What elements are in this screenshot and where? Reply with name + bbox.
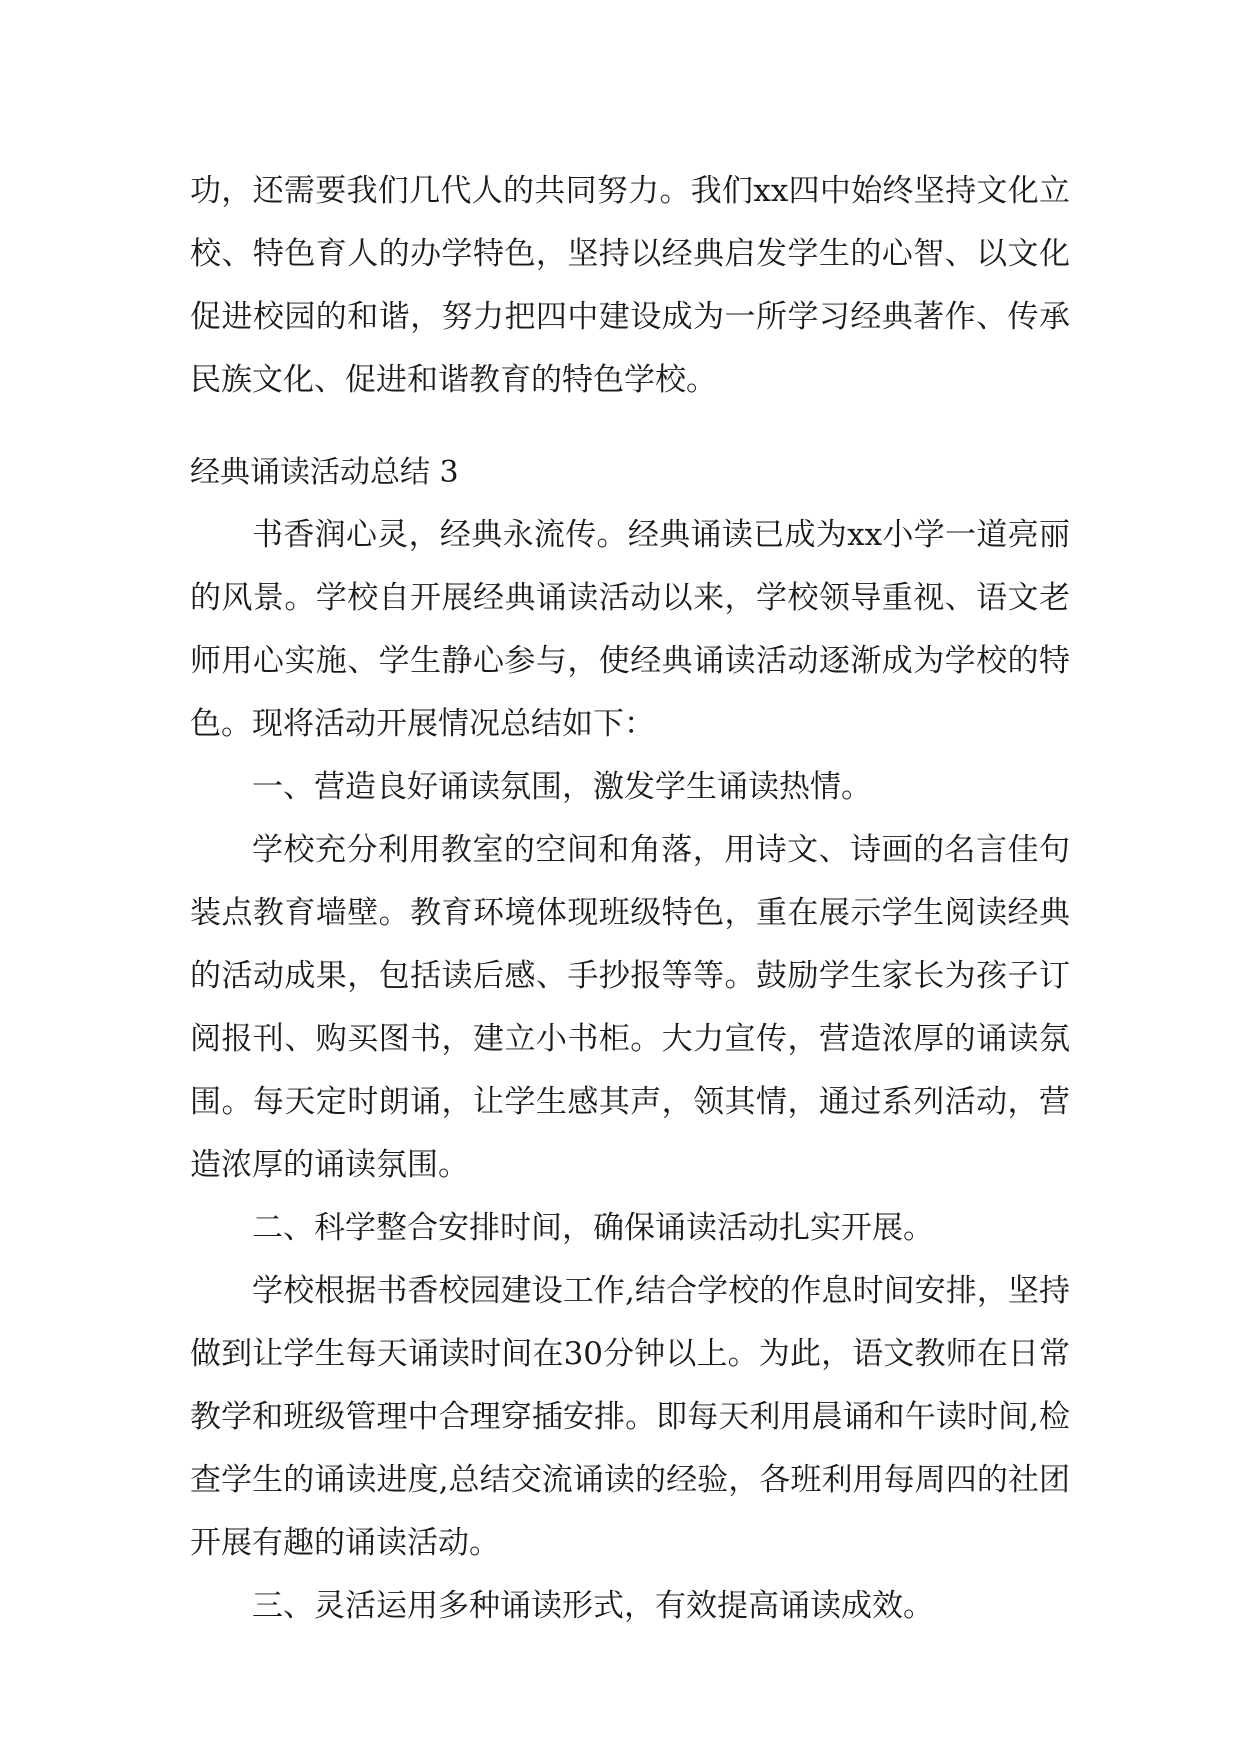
subheading-3: 三、灵活运用多种诵读形式，有效提高诵读成效。 [252,1588,934,1624]
document-body [190,160,1070,1638]
continuation-paragraph: 功，还需要我们几代人的共同努力。我们xx四中始终坚持文化立校、特色育人的办学特色，坚持以经典启发学生的心智、以文化促进校园的和谐，努力把四中建设成为一所学习经典著作、传承民族文化、促进和谐教育的特色学校。 [190,173,1070,398]
subheading-2: 二、科学整合安排时间，确保诵读活动扎实开展。 [252,1210,934,1246]
paragraph-intro: 书香润心灵，经典永流传。经典诵读已成为xx小学一道亮丽的风景。学校自开展经典诵读活动以来，学校领导重视、语文老师用心实施、学生静心参与，使经典诵读活动逐渐成为学校的特色。现将活动开展情况总结如下： [190,517,1070,742]
paragraph-1: 学校充分利用教室的空间和角落，用诗文、诗画的名言佳句装点教育墙壁。教育环境体现班级特色，重在展示学生阅读经典的活动成果，包括读后感、手抄报等等。鼓励学生家长为孩子订阅报刊、购买图书，建立小书柜。大力宣传，营造浓厚的诵读氛围。每天定时朗诵，让学生感其声，领其情，通过系列活动，营造浓厚的诵读氛围。 [190,832,1070,1183]
subheading-1: 一、营造良好诵读氛围，激发学生诵读热情。 [252,769,872,805]
paragraph-2: 学校根据书香校园建设工作,结合学校的作息时间安排，坚持做到让学生每天诵读时间在30分钟以上。为此，语文教师在日常教学和班级管理中合理穿插安排。即每天利用晨诵和午读时间,检查学生的诵读进度,总结交流诵读的经验，各班利用每周四的社团开展有趣的诵读活动。 [190,1273,1070,1561]
section-title: 经典诵读活动总结 3 [190,455,459,490]
